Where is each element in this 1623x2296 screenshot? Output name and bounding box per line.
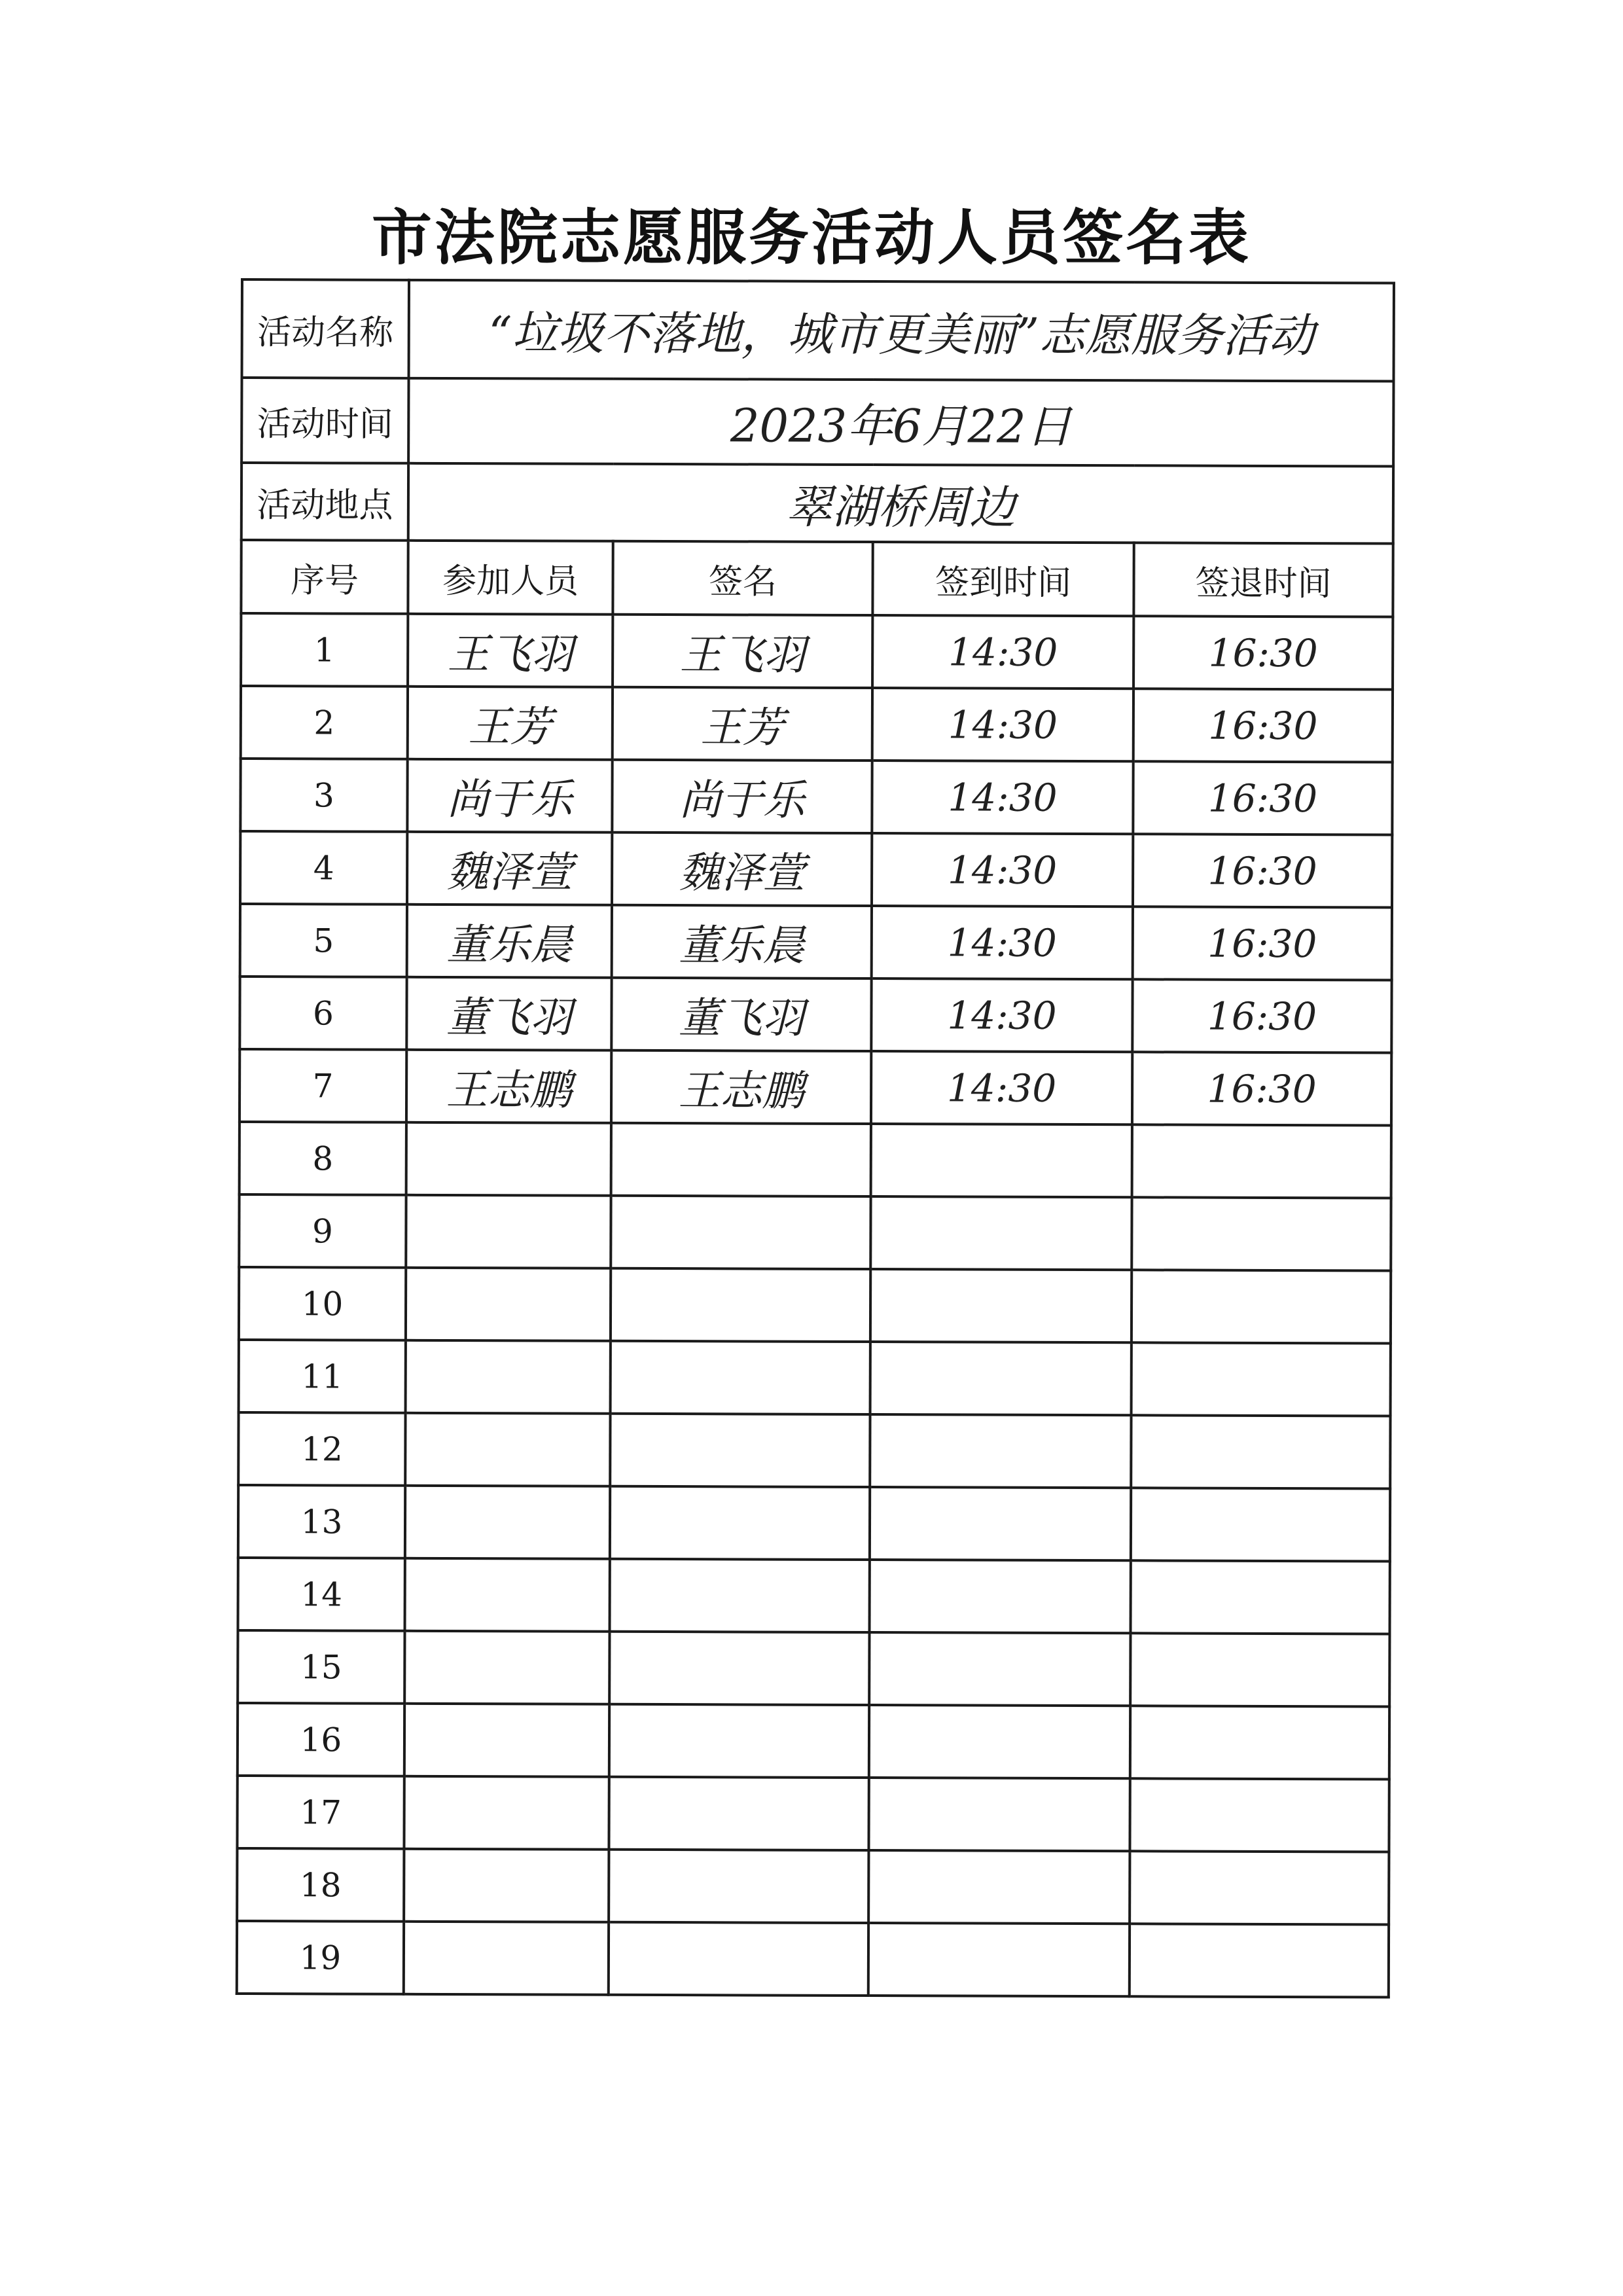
activity-place-row	[241, 463, 1393, 544]
row-number: 10	[239, 1267, 406, 1340]
table-row	[238, 1703, 1389, 1780]
header-checkin: 签到时间	[872, 542, 1133, 616]
header-checkout: 签退时间	[1133, 543, 1393, 617]
checkin-time	[868, 1850, 1130, 1924]
participant-name: 王芳	[408, 687, 613, 760]
participant-name	[406, 1122, 611, 1196]
participant-name	[405, 1558, 610, 1632]
signature: 董飞羽	[611, 978, 871, 1051]
page-title: 市法院志愿服务活动人员签名表	[371, 203, 1251, 273]
table-row	[238, 1558, 1390, 1634]
checkin-time	[870, 1414, 1131, 1488]
checkout-time	[1132, 1197, 1391, 1270]
signature	[609, 1632, 869, 1705]
checkin-time	[871, 1124, 1132, 1197]
table-row	[238, 1485, 1390, 1562]
signature: 董乐晨	[612, 905, 872, 978]
table-row	[240, 904, 1392, 980]
header-signature: 签名	[613, 541, 872, 615]
checkin-time	[869, 1705, 1130, 1778]
checkin-time	[870, 1269, 1132, 1342]
checkout-time: 16:30	[1132, 1052, 1391, 1125]
checkin-time: 14:30	[872, 761, 1133, 834]
table-row	[241, 686, 1393, 762]
participant-name: 尚于乐	[407, 759, 612, 833]
signature: 王志鹏	[611, 1050, 871, 1124]
checkin-time: 14:30	[872, 833, 1133, 906]
checkout-time	[1130, 1706, 1389, 1779]
participant-name	[404, 1704, 609, 1777]
activity-time-label: 活动时间	[241, 378, 408, 463]
checkin-time: 14:30	[872, 688, 1133, 761]
table-header-row	[241, 540, 1393, 617]
signature: 尚于乐	[612, 760, 872, 833]
activity-name-label: 活动名称	[242, 279, 409, 378]
table-row	[240, 831, 1392, 908]
table-row	[238, 1630, 1389, 1707]
table-row	[240, 1049, 1391, 1126]
participant-name	[404, 1922, 609, 1995]
row-number: 3	[240, 759, 407, 832]
signature	[609, 1704, 869, 1778]
signature	[610, 1414, 870, 1487]
checkout-time	[1131, 1560, 1390, 1634]
row-number: 18	[237, 1848, 404, 1922]
header-person: 参加人员	[408, 541, 613, 615]
row-number: 4	[240, 831, 407, 905]
row-number: 16	[238, 1703, 404, 1776]
row-number: 12	[238, 1412, 405, 1486]
table-row	[237, 1776, 1389, 1852]
activity-place-label: 活动地点	[241, 463, 408, 541]
signature	[611, 1268, 870, 1342]
header-no: 序号	[241, 540, 408, 614]
signature	[610, 1559, 870, 1632]
checkin-time: 14:30	[871, 1051, 1132, 1124]
checkout-time	[1130, 1851, 1389, 1924]
participant-name	[405, 1486, 610, 1559]
signature	[609, 1850, 868, 1923]
signature	[611, 1123, 871, 1196]
row-number: 8	[240, 1122, 406, 1195]
row-number: 13	[238, 1485, 405, 1558]
signature: 王芳	[613, 687, 872, 761]
checkout-time	[1130, 1633, 1389, 1706]
checkin-time: 14:30	[871, 978, 1132, 1052]
signature	[609, 1922, 868, 1996]
row-number: 17	[237, 1776, 404, 1849]
row-number: 6	[240, 977, 406, 1050]
row-number: 5	[240, 904, 407, 977]
checkin-time	[868, 1778, 1130, 1851]
activity-name-value: “垃圾不落地，城市更美丽”志愿服务活动	[409, 280, 1394, 382]
signature: 王飞羽	[613, 615, 872, 688]
activity-time-value: 2023年6月22日	[408, 378, 1393, 467]
row-number: 11	[239, 1340, 406, 1413]
participant-name	[406, 1195, 611, 1268]
participant-name: 魏泽萱	[407, 832, 612, 905]
row-number: 14	[238, 1558, 405, 1631]
row-number: 1	[241, 613, 408, 687]
checkout-time: 16:30	[1133, 834, 1392, 907]
signature	[611, 1196, 870, 1269]
table-row	[241, 613, 1393, 690]
table-row	[239, 1194, 1391, 1271]
checkout-time: 16:30	[1133, 616, 1393, 689]
checkin-time: 14:30	[872, 615, 1133, 689]
checkout-time	[1130, 1924, 1389, 1997]
participant-name	[404, 1776, 609, 1850]
table-row	[238, 1412, 1390, 1489]
row-number: 7	[240, 1049, 406, 1122]
checkout-time: 16:30	[1132, 979, 1391, 1052]
checkout-time: 16:30	[1133, 689, 1393, 762]
participant-name: 王志鹏	[406, 1050, 611, 1123]
participant-name: 王飞羽	[408, 614, 613, 687]
table-row	[237, 1921, 1389, 1998]
participant-name	[404, 1631, 609, 1704]
signin-table	[236, 278, 1395, 1999]
participant-name	[405, 1413, 610, 1486]
checkout-time: 16:30	[1133, 906, 1392, 980]
table-row	[239, 1340, 1391, 1416]
row-number: 9	[239, 1194, 406, 1268]
activity-place-value: 翠湖桥周边	[408, 463, 1393, 544]
signature	[610, 1486, 870, 1560]
signature: 魏泽萱	[612, 833, 872, 906]
checkin-time	[870, 1487, 1131, 1560]
checkout-time	[1131, 1488, 1390, 1561]
participant-name: 董飞羽	[406, 977, 611, 1050]
table-row	[240, 977, 1391, 1053]
checkin-time	[868, 1923, 1130, 1996]
checkout-time	[1131, 1415, 1390, 1488]
participant-name: 董乐晨	[407, 905, 612, 978]
checkout-time	[1130, 1778, 1389, 1852]
checkout-time	[1132, 1124, 1391, 1198]
participant-name	[404, 1849, 609, 1922]
checkin-time	[869, 1632, 1130, 1706]
activity-time-row	[241, 378, 1393, 467]
checkin-time	[870, 1560, 1131, 1633]
table-row	[239, 1267, 1391, 1344]
checkin-time: 14:30	[872, 906, 1133, 979]
row-number: 2	[241, 686, 408, 759]
checkin-time	[870, 1342, 1132, 1415]
row-number: 15	[238, 1630, 404, 1704]
checkout-time	[1132, 1270, 1391, 1343]
checkout-time: 16:30	[1133, 761, 1392, 834]
table-row	[237, 1848, 1389, 1925]
activity-name-row	[242, 279, 1394, 382]
checkout-time	[1132, 1342, 1391, 1416]
table-row	[240, 1122, 1391, 1198]
participant-name	[406, 1340, 611, 1414]
participant-name	[406, 1268, 611, 1341]
signature	[611, 1341, 870, 1414]
signature	[609, 1777, 868, 1850]
checkin-time	[870, 1196, 1132, 1270]
table-row	[240, 759, 1392, 835]
row-number: 19	[237, 1921, 404, 1994]
